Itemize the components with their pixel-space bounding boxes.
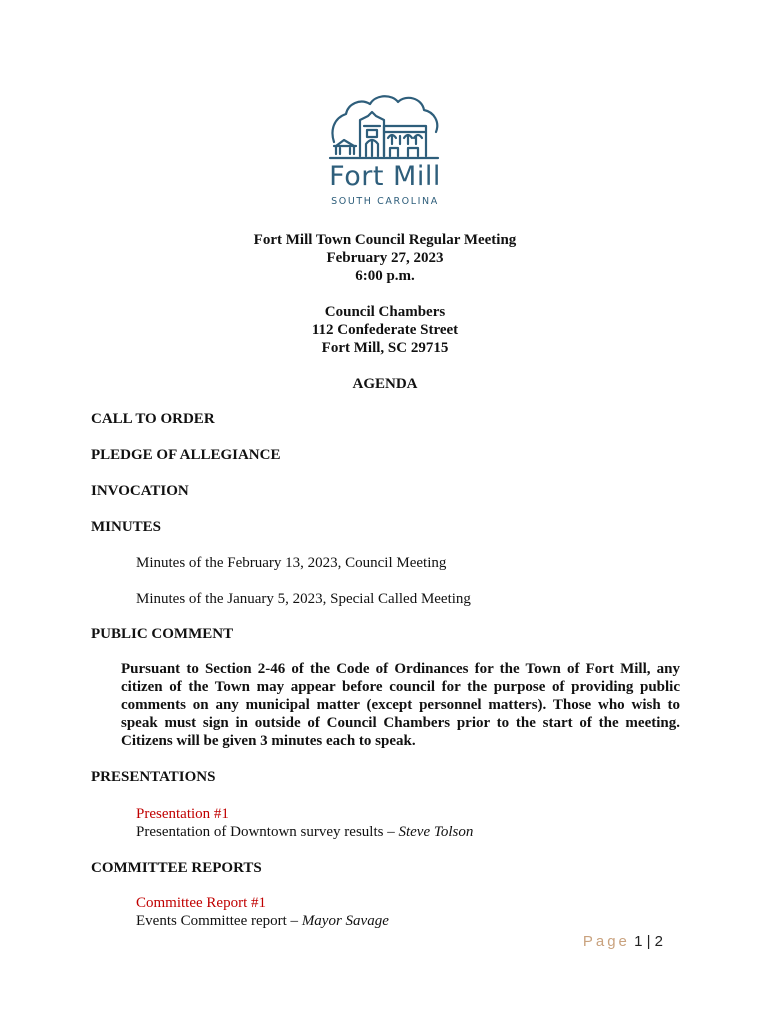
agenda-heading: AGENDA [352,376,418,392]
page-word: Page [582,933,630,950]
logo-town-name: Fort Mill [329,161,441,192]
minutes-item: Minutes of the January 5, 2023, Special Called Meeting [136,591,471,607]
minutes-item: Minutes of the February 13, 2023, Council Meeting [136,555,447,571]
presentation-description [136,823,473,841]
section-committee-reports: COMMITTEE REPORTS [91,860,262,876]
presentation-heading: Presentation #1 [136,806,229,822]
page-separator: | [646,933,651,950]
venue-street: 112 Confederate Street [311,322,459,338]
meeting-location [0,303,770,357]
meeting-time: 6:00 p.m. [355,268,415,284]
meeting-date: February 27, 2023 [326,250,444,266]
logo-state-name: SOUTH CAROLINA [331,196,439,207]
town-skyline-icon [326,92,444,162]
committee-report-heading: Committee Report #1 [136,895,266,911]
meeting-header [0,231,770,285]
presentation-presenter: Steve Tolson [398,824,474,840]
page-footer [583,933,663,951]
meeting-title: Fort Mill Town Council Regular Meeting [253,232,517,248]
page-total: 2 [654,933,663,950]
section-invocation: INVOCATION [91,483,189,499]
section-call-to-order: CALL TO ORDER [91,411,215,427]
committee-report-presenter: Mayor Savage [301,913,389,929]
venue-city: Fort Mill, SC 29715 [321,340,449,356]
presentation-text: Presentation of Downtown survey results – [136,824,399,840]
public-comment-notice: Pursuant to Section 2-46 of the Code of Ordinances for the Town of Fort Mill, any citizen of the Town may appear before council for the purpose of providing public comments on any municipal matter (except personnel matters). Those who wish to speak must sign in outside of Council Chambers prior to the start of the meeting. Citizens will be given 3 minutes each to speak. [121,661,680,749]
section-minutes: MINUTES [91,519,162,535]
section-public-comment: PUBLIC COMMENT [91,626,234,642]
fort-mill-logo [326,92,444,214]
section-presentations: PRESENTATIONS [91,769,216,785]
section-pledge: PLEDGE OF ALLEGIANCE [91,447,281,463]
committee-report-description [136,912,389,930]
page-number: 1 [634,933,643,950]
committee-report-text: Events Committee report – [136,913,302,929]
venue-name: Council Chambers [324,304,446,320]
